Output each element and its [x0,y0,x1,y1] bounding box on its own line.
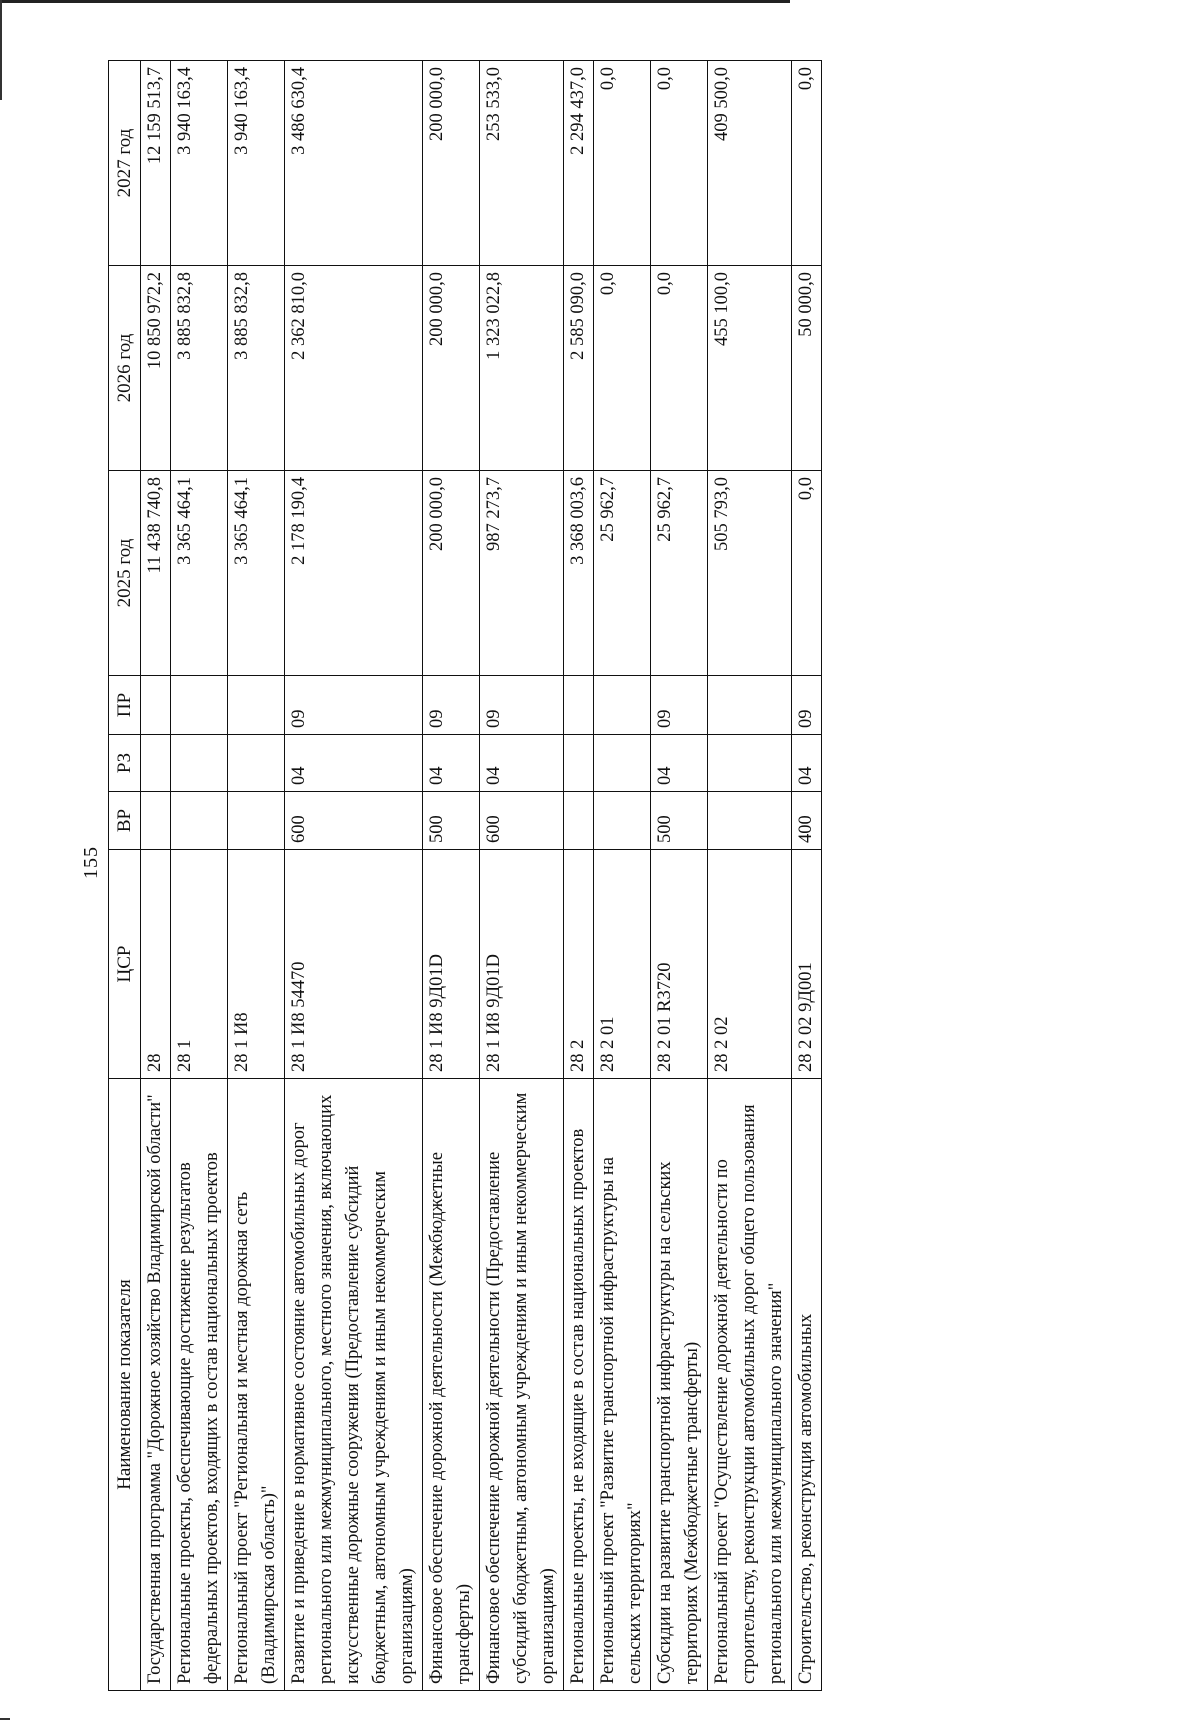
header-rz: РЗ [109,735,141,792]
cell-2027: 3 940 163,4 [171,61,228,266]
cell-2027: 0,0 [792,61,822,266]
cell-pr [564,676,594,735]
table-row [228,61,285,1691]
cell-rz: 04 [480,735,564,792]
cell-vr [594,792,651,850]
cell-pr: 09 [651,676,708,735]
cell-2026: 200 000,0 [423,266,480,471]
cell-2026: 3 885 832,8 [228,266,285,471]
cell-rz [594,735,651,792]
cell-2027: 12 159 513,7 [141,61,171,266]
table-row [594,61,651,1691]
cell-2026: 2 362 810,0 [285,266,423,471]
cell-2025: 25 962,7 [651,471,708,676]
cell-2026: 0,0 [651,266,708,471]
cell-csr: 28 1 [171,850,228,1079]
cell-rz [228,735,285,792]
cell-pr [708,676,792,735]
cell-name: Региональный проект "Региональная и местная дорожная сеть (Владимирская область)" [228,1079,285,1691]
cell-vr: 600 [285,792,423,850]
cell-pr [141,676,171,735]
cell-vr: 600 [480,792,564,850]
table-row [651,61,708,1691]
cell-2026: 3 885 832,8 [171,266,228,471]
header-2027: 2027 год [109,61,141,266]
cell-rz: 04 [651,735,708,792]
cell-csr: 28 2 02 [708,850,792,1079]
cell-csr: 28 2 01 [594,850,651,1079]
cell-2025: 200 000,0 [423,471,480,676]
table-row [171,61,228,1691]
cell-name: Развитие и приведение в нормативное состояние автомобильных дорог регионального или межмуниципального, местного значения, включающих искусственные дорожные сооружения (Предоставление субсидий бюджетным, автономным учреждениям и иным некоммерческим организациям) [285,1079,423,1691]
cell-pr [171,676,228,735]
cell-csr: 28 1 И8 9Д01D [480,850,564,1079]
cell-2026: 50 000,0 [792,266,822,471]
table-row [480,61,564,1691]
cell-name: Субсидии на развитие транспортной инфраструктуры на сельских территориях (Межбюджетные трансферты) [651,1079,708,1691]
cell-2027: 3 486 630,4 [285,61,423,266]
cell-2025: 987 273,7 [480,471,564,676]
header-csr: ЦСР [109,850,141,1079]
cell-csr: 28 1 И8 9Д01D [423,850,480,1079]
cell-pr [228,676,285,735]
cell-pr: 09 [423,676,480,735]
cell-vr [708,792,792,850]
cell-rz [708,735,792,792]
cell-csr: 28 [141,850,171,1079]
cell-2025: 0,0 [792,471,822,676]
cell-name: Финансовое обеспечение дорожной деятельности (Межбюджетные трансферты) [423,1079,480,1691]
cell-2026: 2 585 090,0 [564,266,594,471]
cell-name: Государственная программа "Дорожное хозяйство Владимирской области" [141,1079,171,1691]
cell-pr [594,676,651,735]
table-header-row [109,61,141,1691]
cell-name: Региональный проект "Осуществление дорожной деятельности по строительству, реконструкции автомобильных дорог общего пользования регионального или межмуниципального значения" [708,1079,792,1691]
header-2026: 2026 год [109,266,141,471]
cell-rz: 04 [792,735,822,792]
cell-csr: 28 2 01 R3720 [651,850,708,1079]
cell-vr [564,792,594,850]
cell-2025: 3 365 464,1 [228,471,285,676]
cell-csr: 28 1 И8 54470 [285,850,423,1079]
header-name: Наименование показателя [109,1079,141,1691]
cell-vr: 500 [423,792,480,850]
cell-vr [228,792,285,850]
header-pr: ПР [109,676,141,735]
budget-table [108,60,822,1691]
cell-2025: 3 365 464,1 [171,471,228,676]
cell-rz [564,735,594,792]
cell-rz: 04 [423,735,480,792]
table-row [564,61,594,1691]
cell-csr: 28 2 [564,850,594,1079]
table-row [792,61,822,1691]
cell-name: Региональный проект "Развитие транспортной инфраструктуры на сельских территориях" [594,1079,651,1691]
header-2025: 2025 год [109,471,141,676]
cell-rz [141,735,171,792]
cell-csr: 28 1 И8 [228,850,285,1079]
cell-name: Региональные проекты, обеспечивающие достижение результатов федеральных проектов, входящих в состав национальных проектов [171,1079,228,1691]
table-row [423,61,480,1691]
cell-vr: 400 [792,792,822,850]
cell-pr: 09 [285,676,423,735]
cell-2027: 409 500,0 [708,61,792,266]
cell-2026: 1 323 022,8 [480,266,564,471]
cell-2026: 455 100,0 [708,266,792,471]
cell-2025: 505 793,0 [708,471,792,676]
cell-pr: 09 [792,676,822,735]
cell-name: Региональные проекты, не входящие в состав национальных проектов [564,1079,594,1691]
cell-2027: 3 940 163,4 [228,61,285,266]
cell-2026: 0,0 [594,266,651,471]
cell-2026: 10 850 972,2 [141,266,171,471]
table-row [708,61,792,1691]
cell-vr [171,792,228,850]
cell-2025: 25 962,7 [594,471,651,676]
cell-2025: 2 178 190,4 [285,471,423,676]
table-row [285,61,423,1691]
cell-vr [141,792,171,850]
cell-rz: 04 [285,735,423,792]
cell-2025: 3 368 003,6 [564,471,594,676]
cell-2025: 11 438 740,8 [141,471,171,676]
cell-2027: 0,0 [651,61,708,266]
cell-vr: 500 [651,792,708,850]
header-vr: ВР [109,792,141,850]
cell-name: Финансовое обеспечение дорожной деятельности (Предоставление субсидий бюджетным, автономным учреждениям и иным некоммерческим организациям) [480,1079,564,1691]
cell-2027: 253 533,0 [480,61,564,266]
cell-2027: 0,0 [594,61,651,266]
page-number: 155 [80,846,102,879]
cell-pr: 09 [480,676,564,735]
cell-rz [171,735,228,792]
cell-csr: 28 2 02 9Д001 [792,850,822,1079]
cell-name: Строительство, реконструкция автомобильных [792,1079,822,1691]
table-row [141,61,171,1691]
cell-2027: 2 294 437,0 [564,61,594,266]
cell-2027: 200 000,0 [423,61,480,266]
